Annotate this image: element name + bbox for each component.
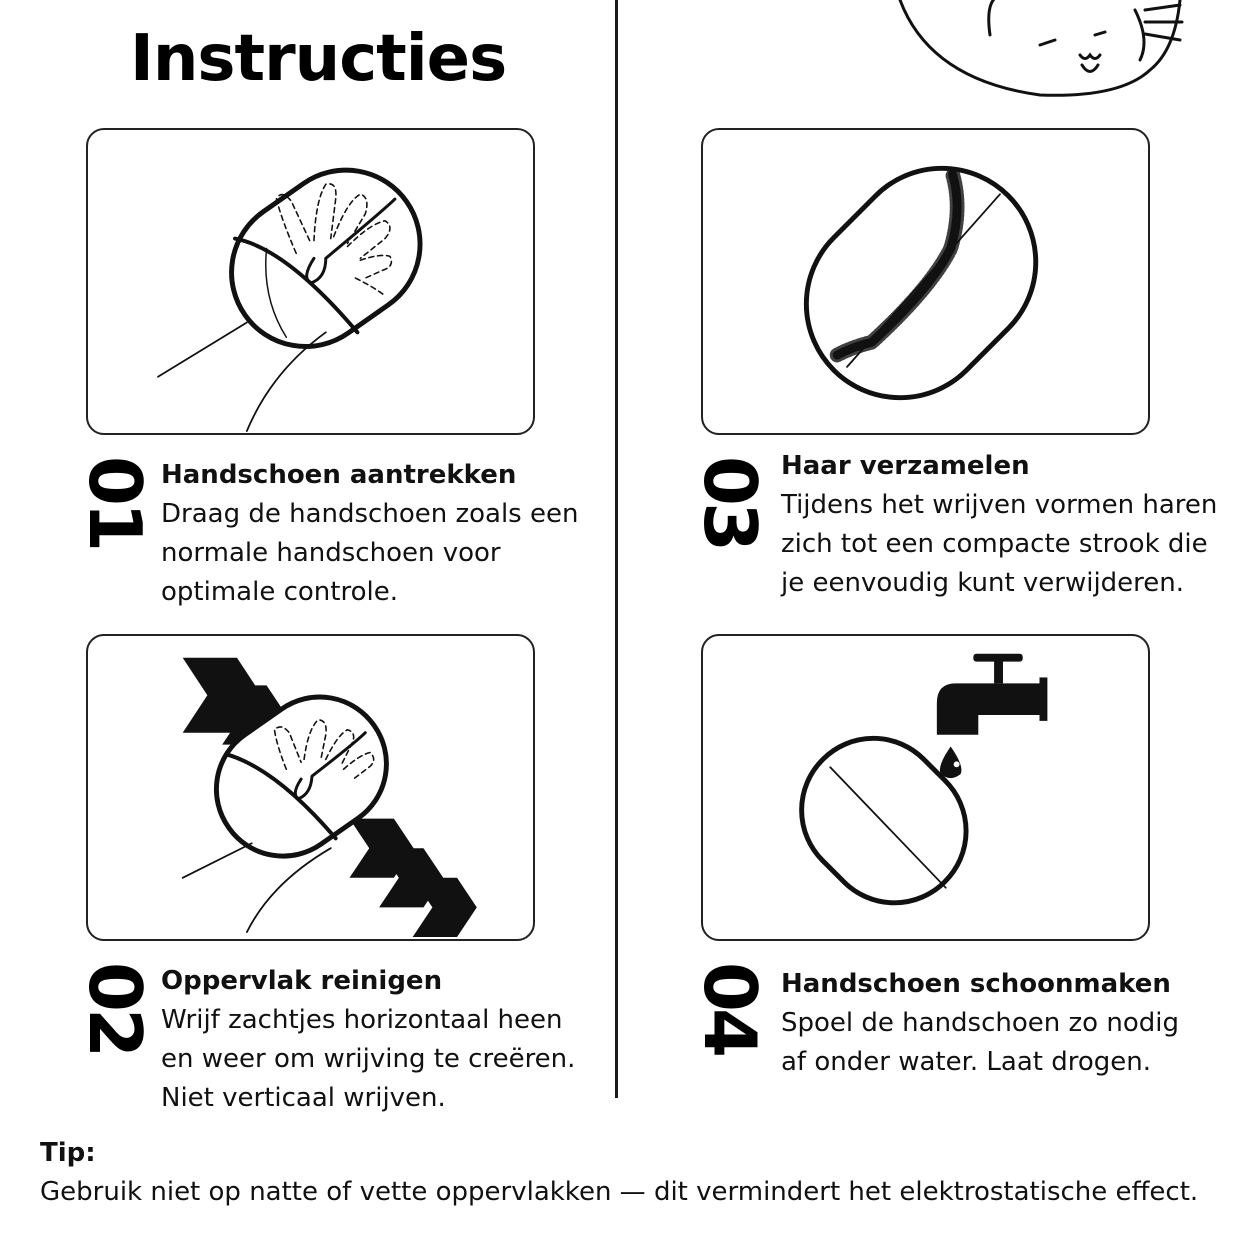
step-number-label: 02	[73, 961, 158, 1055]
step-04-text	[781, 965, 1221, 1082]
step-number	[73, 452, 158, 552]
tip-body: Gebruik niet op natte of vette oppervlakken — dit vermindert het elektrostatische effect.	[40, 1177, 1199, 1207]
step-heading: Oppervlak reinigen	[161, 966, 443, 996]
step-03-text	[781, 447, 1231, 603]
step-heading: Handschoen aantrekken	[161, 460, 517, 490]
step-body: Draag de handschoen zoals een normale handschoen voor optimale controle.	[161, 499, 579, 607]
step-01-text	[161, 456, 601, 612]
cat-icon	[890, 0, 1190, 100]
page-title: Instructies	[130, 22, 507, 96]
tip-section	[40, 1134, 1198, 1212]
step-body: Tijdens het wrijven vormen haren zich tot een compacte strook die je eenvoudig kunt verwijderen.	[781, 490, 1218, 598]
step-heading: Handschoen schoonmaken	[781, 969, 1171, 999]
step-04-illustration	[701, 634, 1150, 941]
step-heading: Haar verzamelen	[781, 451, 1030, 481]
step-number	[688, 452, 773, 552]
center-divider	[615, 0, 618, 1098]
step-01-illustration	[86, 128, 535, 435]
step-02-text	[161, 962, 601, 1118]
step-number-label: 03	[688, 455, 773, 549]
faucet-water-icon	[703, 636, 1148, 939]
rubbing-arrows-icon	[88, 636, 533, 939]
step-body: Wrijf zachtjes horizontaal heen en weer om wrijving te creëren. Niet verticaal wrijven.	[161, 1005, 576, 1113]
tip-heading: Tip:	[40, 1138, 96, 1168]
step-number	[73, 958, 158, 1058]
step-number	[688, 958, 773, 1058]
step-body: Spoel de handschoen zo nodig af onder water. Laat drogen.	[781, 1008, 1179, 1077]
step-02-illustration	[86, 634, 535, 941]
step-03-illustration	[701, 128, 1150, 435]
hair-strip-icon	[703, 130, 1148, 433]
step-number-label: 04	[688, 961, 773, 1055]
step-number-label: 01	[73, 455, 158, 549]
glove-on-hand-icon	[88, 130, 533, 433]
